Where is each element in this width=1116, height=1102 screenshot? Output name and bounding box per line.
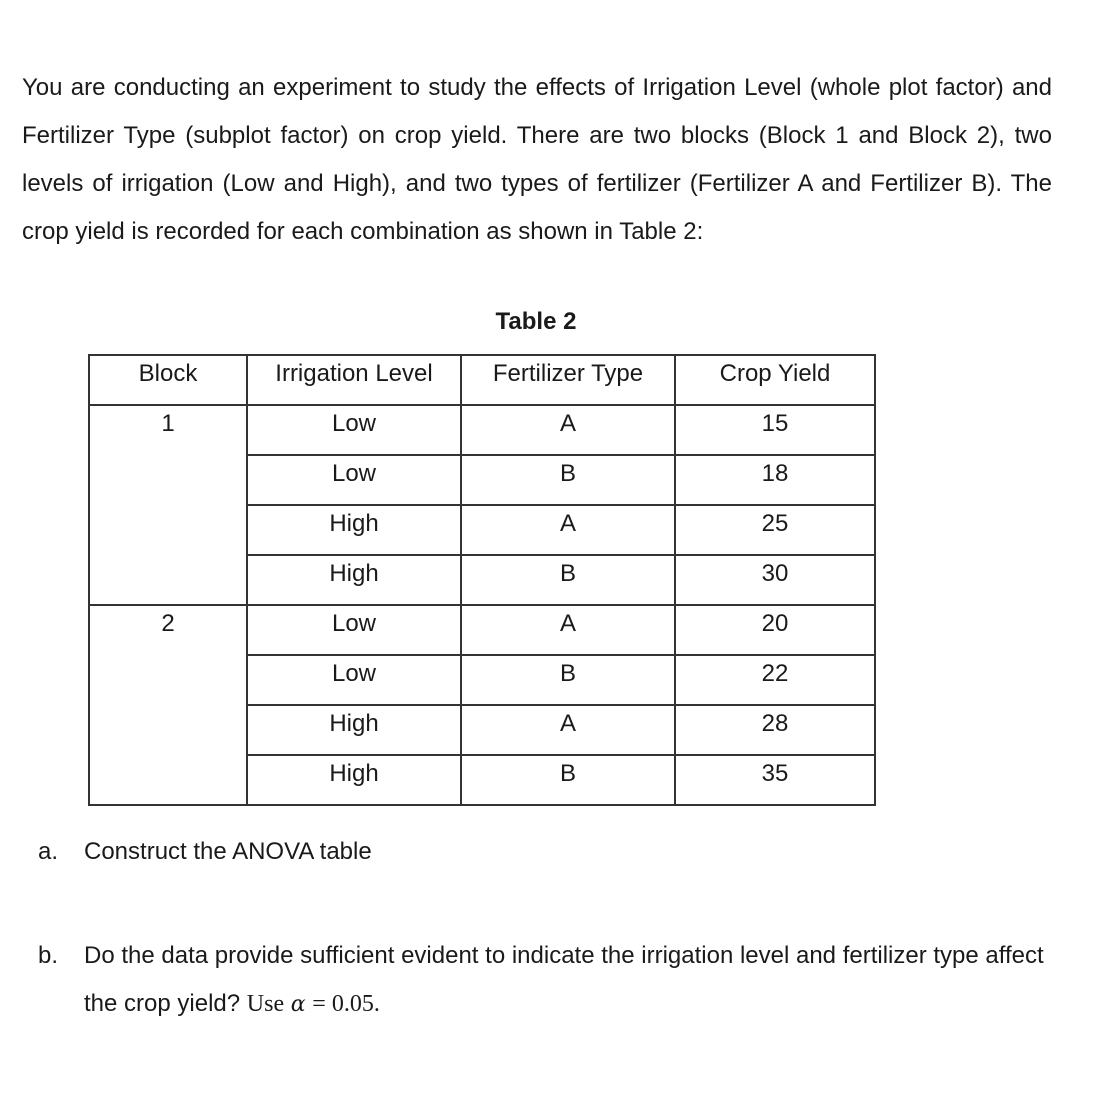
fertilizer-cell: B	[461, 655, 675, 705]
fertilizer-cell: A	[461, 505, 675, 555]
question-a-text: Construct the ANOVA table	[84, 838, 372, 865]
irrigation-cell: High	[247, 705, 461, 755]
yield-cell: 35	[675, 755, 875, 805]
header-block: Block	[89, 355, 247, 405]
irrigation-cell: Low	[247, 455, 461, 505]
fertilizer-cell: B	[461, 455, 675, 505]
intro-paragraph: You are conducting an experiment to study the effects of Irrigation Level (whole plot factor) and Fertilizer Type (subplot factor) on crop yield. There are two blocks (Block 1 and Block 2), two levels of irrigation (Low and High), and two types of fertilizer (Fertilizer A and Fertilizer B). The crop yield is recorded for each combination as shown in Table 2:	[22, 74, 1052, 245]
fertilizer-cell: B	[461, 755, 675, 805]
yield-cell: 25	[675, 505, 875, 555]
irrigation-cell: Low	[247, 655, 461, 705]
question-b	[38, 932, 1058, 1017]
fertilizer-cell: A	[461, 405, 675, 455]
question-a	[38, 838, 372, 866]
yield-cell: 18	[675, 455, 875, 505]
block-cell: 1	[89, 405, 247, 605]
yield-cell: 20	[675, 605, 875, 655]
irrigation-cell: High	[247, 555, 461, 605]
yield-cell: 22	[675, 655, 875, 705]
question-b-marker: b.	[38, 942, 59, 969]
block-cell: 2	[89, 605, 247, 805]
yield-cell: 28	[675, 705, 875, 755]
yield-cell: 15	[675, 405, 875, 455]
table-title: Table 2	[495, 308, 577, 335]
question-b-text: Do the data provide sufficient evident to indicate the irrigation level and fertilizer type affect the crop yield?	[84, 942, 1044, 1017]
use-label: Use	[246, 991, 285, 1017]
irrigation-cell: Low	[247, 405, 461, 455]
header-fertilizer-type: Fertilizer Type	[461, 355, 675, 405]
irrigation-cell: Low	[247, 605, 461, 655]
crop-yield-table	[88, 354, 876, 806]
fertilizer-cell: B	[461, 555, 675, 605]
yield-cell: 30	[675, 555, 875, 605]
fertilizer-cell: A	[461, 605, 675, 655]
table-row	[89, 405, 875, 455]
header-irrigation-level: Irrigation Level	[247, 355, 461, 405]
table-row	[89, 605, 875, 655]
header-crop-yield: Crop Yield	[675, 355, 875, 405]
irrigation-cell: High	[247, 505, 461, 555]
irrigation-cell: High	[247, 755, 461, 805]
question-b-body	[84, 932, 1064, 1029]
alpha-symbol: α	[290, 992, 306, 1017]
table-header-row	[89, 355, 875, 405]
question-a-marker: a.	[38, 838, 59, 865]
fertilizer-cell: A	[461, 705, 675, 755]
alpha-value: = 0.05.	[312, 991, 380, 1017]
